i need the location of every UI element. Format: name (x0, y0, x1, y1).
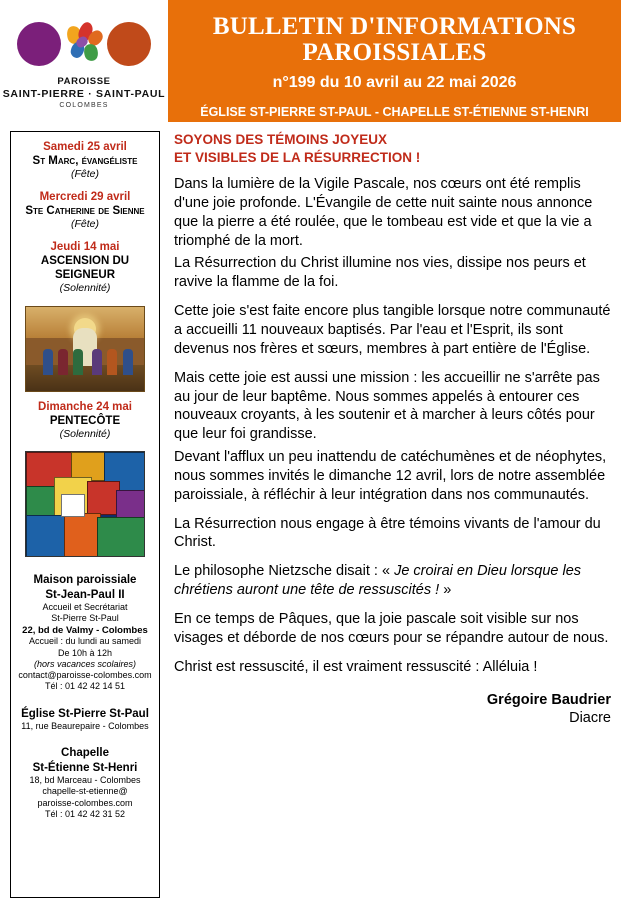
article-closing: En ce temps de Pâques, que la joie pascale soit visible sur nos visages et déborde de nos cœurs pour se répandre autour de nous. (174, 610, 609, 646)
contact-maison-paroissiale (18, 573, 151, 692)
signature-role: Diacre (569, 710, 611, 727)
feast-date: Samedi 25 avril (43, 141, 127, 153)
contact-address: 11, rue Beaurepaire - Colombes (21, 721, 149, 732)
signature-name: Grégoire Baudrier (486, 691, 611, 708)
article (160, 131, 611, 898)
article-acclamation: Christ est ressuscité, il est vraiment ressuscité : Alléluia ! (174, 658, 538, 675)
article-quote (174, 562, 611, 600)
article-paragraph: La Résurrection nous engage à être témoins vivants de l'amour du Christ. (174, 515, 601, 551)
quote-text: Je croirai en Dieu lorsque les chrétiens auront une tête de ressuscités ! (174, 563, 582, 599)
contact-line: Accueil : du lundi au samedi (28, 636, 142, 647)
page-header (0, 0, 621, 123)
contact-email[interactable]: contact@paroisse-colombes.com (18, 670, 152, 681)
page-content (0, 123, 621, 904)
pentecost-stained-glass-illustration (25, 451, 145, 557)
article-paragraph: Dans la lumière de la Vigile Pascale, nos cœurs ont été remplis d'une joie profonde. L'Évangile de cette nuit sainte nous annonce que la pierre a été roulée, que le tombeau est vide et que la vie a triomphé de la mort. (174, 176, 593, 249)
logo-paint-splashes-icon (65, 20, 105, 70)
feast-date: Dimanche 24 mai (38, 400, 132, 413)
feast-kind: (Solennité) (59, 427, 111, 440)
sidebar (10, 131, 160, 898)
contact-eglise (21, 707, 149, 733)
feast-name: St Marc, évangéliste (32, 155, 138, 168)
header-banner (168, 0, 621, 122)
contact-phone[interactable]: Tél : 01 42 42 14 51 (44, 681, 126, 692)
issue-line: n°199 du 10 avril au 22 mai 2026 (272, 73, 517, 91)
contact-email-cont[interactable]: paroisse-colombes.com (37, 797, 133, 808)
contact-address: 18, bd Marceau - Colombes (29, 775, 141, 786)
signature (174, 691, 611, 729)
contact-title-line: St-Étienne St-Henri (32, 761, 138, 774)
contact-line: St-Pierre St-Paul (51, 613, 119, 624)
article-paragraph: Cette joie s'est faite encore plus tangible lorsque notre communauté a accueilli 11 nouveaux baptisés. Par l'eau et l'Esprit, ils sont devenus nos frères et sœurs, membres à part entière de l'Église. (174, 303, 611, 357)
article-paragraph: Mais cette joie est aussi une mission : les accueillir ne s'arrête pas au jour de leur baptême. Nous sommes appelés à entourer ces nouveaux croyants, à les soutenir et à marcher à leurs côtés pour que leur foi grandisse. (174, 369, 600, 443)
feast-kind: (Solennité) (59, 281, 111, 294)
feast-date: Mercredi 29 avril (39, 190, 131, 203)
feast-item (33, 140, 138, 181)
feast-name: PENTECÔTE (49, 414, 121, 427)
article-headline (174, 131, 611, 166)
contact-chapelle (29, 746, 140, 820)
contact-phone[interactable]: Tél : 01 42 42 31 52 (44, 808, 126, 819)
contact-note: (hors vacances scolaires) (33, 658, 137, 669)
feast-item (38, 400, 132, 441)
logo-line-parish: PAROISSE (57, 75, 111, 87)
feast-kind: (Fête) (70, 168, 99, 181)
logo-artwork-icon (9, 18, 159, 74)
contact-address: 22, bd de Valmy - Colombes (22, 624, 148, 636)
contact-title-line: St-Jean-Paul II (45, 588, 125, 601)
feast-date: Jeudi 14 mai (50, 240, 120, 253)
contact-line: Accueil et Secrétariat (42, 602, 128, 613)
feast-name: ASCENSION DU SEIGNEUR (40, 254, 130, 281)
headline-line-2: ET VISIBLES DE LA RÉSURRECTION ! (174, 149, 421, 165)
page-title: BULLETIN D'INFORMATIONS PAROISSIALES (212, 13, 577, 67)
feast-item (25, 190, 144, 231)
ascension-illustration (25, 306, 145, 392)
article-paragraph: La Résurrection du Christ illumine nos vies, dissipe nos peurs et ravive la flamme de la foi. (174, 255, 586, 291)
quote-end: » (439, 582, 452, 599)
parish-logo (0, 0, 168, 122)
feast-item (15, 240, 155, 295)
contact-title-line: Maison paroissiale (33, 574, 137, 587)
logo-line-city: COLOMBES (59, 101, 109, 109)
contact-email[interactable]: chapelle-st-etienne@ (42, 786, 128, 797)
contact-line: De 10h à 12h (57, 647, 113, 658)
article-paragraph: Devant l'afflux un peu inattendu de catéchumènes et de néophytes, nous sommes invités le dimanche 12 avril, lors de notre assemblée paroissiale, à réfléchir à leur intégration dans nos communautés. (174, 449, 607, 503)
logo-circle-right-icon (107, 22, 151, 66)
contact-title-line: Église St-Pierre St-Paul (21, 707, 149, 720)
headline-line-1: SOYONS DES TÉMOINS JOYEUX (174, 132, 388, 147)
logo-line-saints: SAINT-PIERRE · SAINT-PAUL (2, 87, 166, 100)
quote-intro: Le philosophe Nietzsche disait : « (174, 563, 395, 580)
contact-title-line: Chapelle (61, 747, 109, 760)
feast-name: Ste Catherine de Sienne (25, 204, 145, 217)
places-line: ÉGLISE ST-PIERRE ST-PAUL - CHAPELLE ST-ÉTIENNE ST-HENRI (200, 104, 589, 119)
feast-kind: (Fête) (70, 217, 99, 230)
logo-circle-left-icon (17, 22, 61, 66)
